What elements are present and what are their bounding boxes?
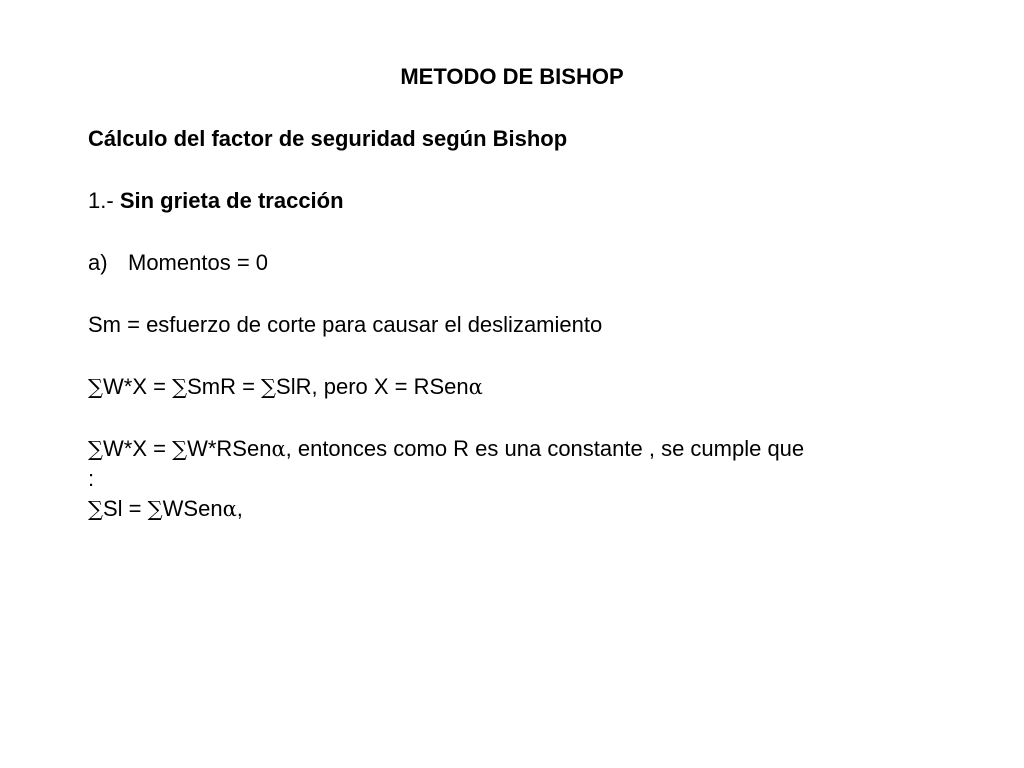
eq-text: Sl = [103,496,148,521]
section-label: Sin grieta de tracción [119,188,344,213]
sum-symbol: ∑ [147,497,163,521]
equation-2 [88,436,804,462]
equation-2-continuation: : [88,466,95,491]
eq-text: W*X = [103,374,173,399]
slide-title: METODO DE BISHOP [400,64,624,89]
sum-symbol: ∑ [172,437,188,461]
definition-text: Sm = esfuerzo de corte para causar el deslizamiento [88,312,603,337]
list-marker: a) [88,250,108,275]
section-heading [88,188,344,214]
eq-text: W*X = [103,436,173,461]
sum-symbol: ∑ [172,375,188,399]
sum-symbol: ∑ [88,497,103,521]
alpha-symbol: α [468,375,483,399]
eq-text: SmR = [187,374,262,399]
list-item-a [88,250,268,276]
equation-3 [88,496,243,522]
list-item-text: Momentos = 0 [128,250,269,275]
sum-symbol: ∑ [88,375,103,399]
subtitle: Cálculo del factor de seguridad según Bishop [88,126,568,151]
eq-text: W*RSen [187,436,272,461]
eq-text: , [236,496,243,521]
section-number: 1.- [88,188,114,213]
alpha-symbol: α [271,437,286,461]
eq-text: WSen [162,496,223,521]
eq-text: , entonces como R es una constante , se cumple que [285,436,805,461]
eq-text: SlR, pero X = RSen [276,374,469,399]
sum-symbol: ∑ [261,375,277,399]
equation-1 [88,374,483,400]
alpha-symbol: α [222,497,237,521]
sum-symbol: ∑ [88,437,103,461]
